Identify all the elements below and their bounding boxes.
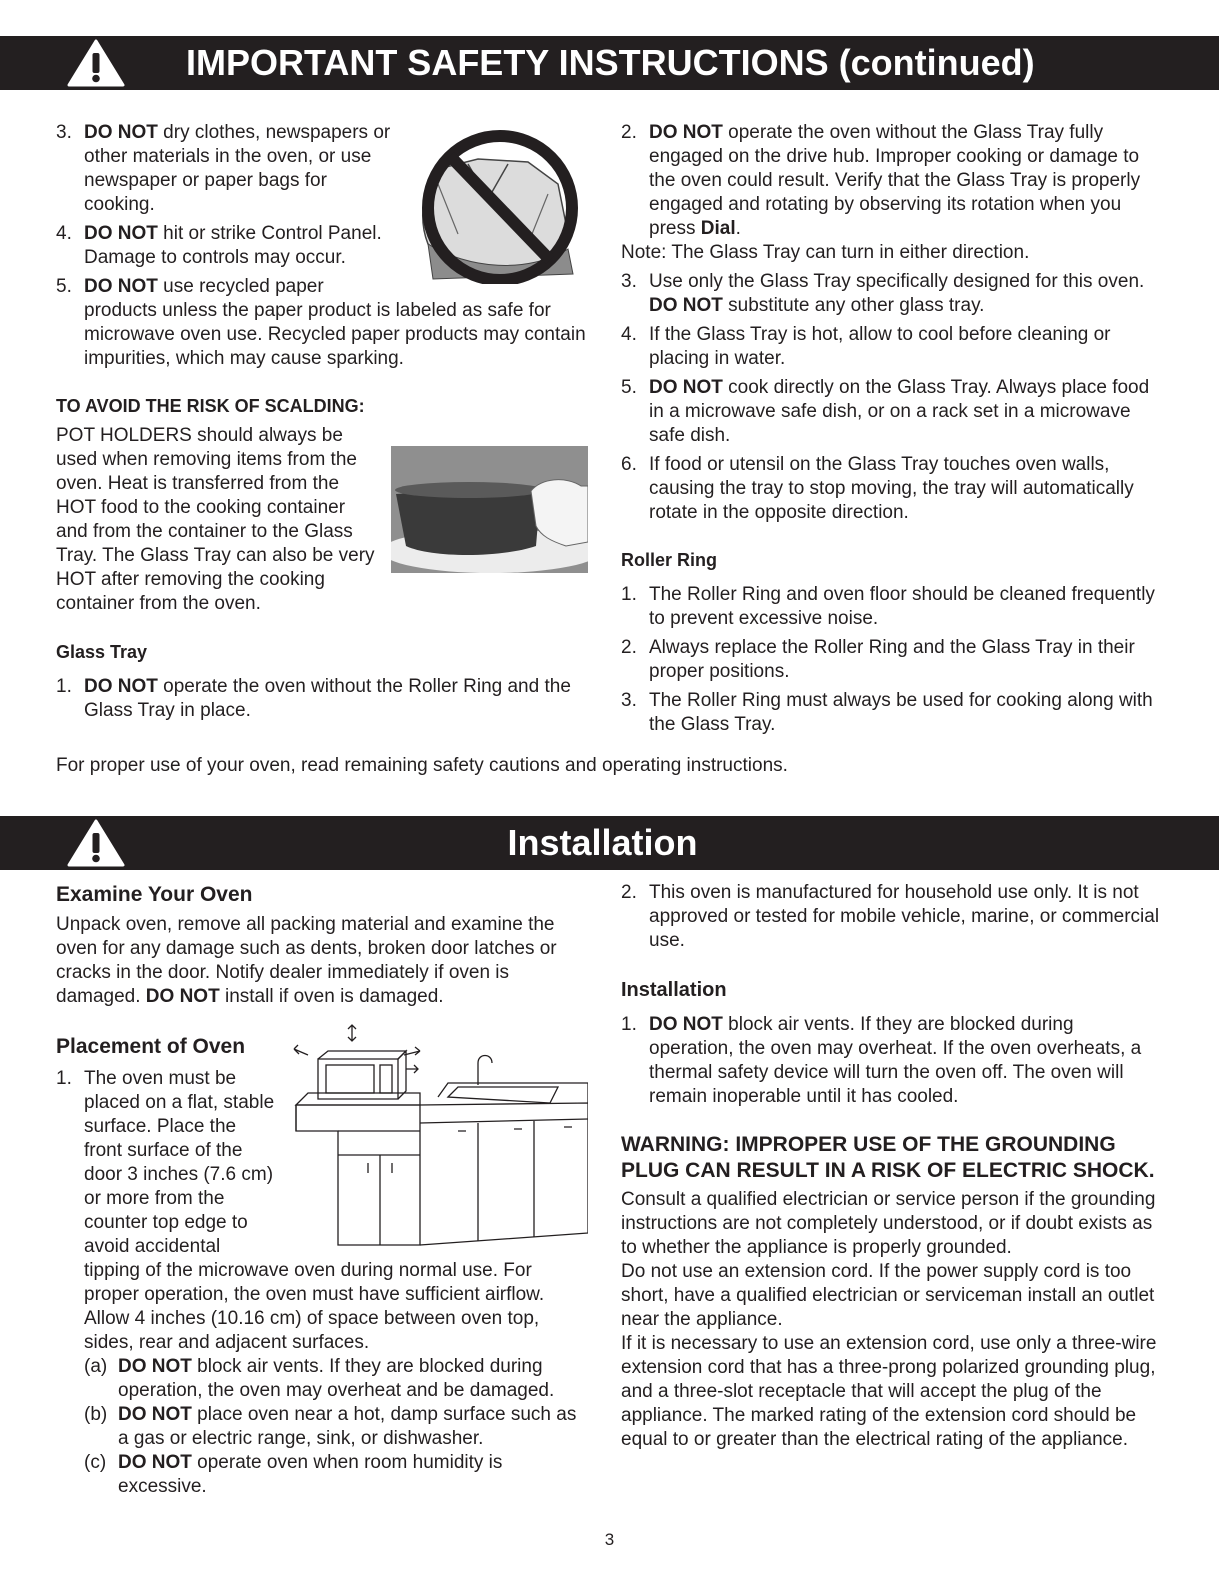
safety-left-column <box>56 121 588 723</box>
item-text: The oven must be placed on a flat, stable surface. Place the front surface of the door 3 inches (7.6 cm) or more from the counter top edge to avoid accidental tipping of the microwave oven during normal use. For proper operation, the oven must have sufficient airflow. Allow 4 inches (10.16 cm) of space between oven top, sides, rear and adjacent surfaces. <box>84 1068 545 1353</box>
item-text: use recycled paper products unless the paper product is labeled as safe for microwave oven use. Recycled paper products may contain impurities, which may cause sparking. <box>84 276 586 369</box>
do-not-label: DO NOT <box>84 223 158 244</box>
installation-banner <box>0 816 1219 870</box>
item-number: 1. <box>621 1014 637 1035</box>
grounding-warning-heading: WARNING: IMPROPER USE OF THE GROUNDING PLUG CAN RESULT IN A RISK OF ELECTRIC SHOCK. <box>621 1133 1155 1182</box>
item-number: 3. <box>621 271 637 292</box>
scalding-text: POT HOLDERS should always be used when removing items from the oven. Heat is transferred from the HOT food to the cooking container and from the container to the Glass Tray. The Glass Tray can also be very HOT after removing the cooking container from the oven. <box>56 425 375 614</box>
item-number: 2. <box>621 122 637 143</box>
list-item <box>621 689 1161 737</box>
install-left-column <box>56 881 588 1499</box>
pot-holder-figure <box>391 446 588 573</box>
do-not-label: DO NOT <box>649 1014 723 1035</box>
item-number: 4. <box>56 223 72 244</box>
placement-sub-list <box>84 1355 588 1499</box>
list-item <box>56 275 588 371</box>
do-not-label: DO NOT <box>118 1452 192 1473</box>
dial-label: Dial <box>700 218 736 239</box>
examine-body-end: install if oven is damaged. <box>219 986 444 1007</box>
item-text: operate the oven without the Glass Tray fully engaged on the drive hub. Improper cooking or damage to the oven could result. Verify that the Glass Tray is properly engaged and rotating by observing its rotation when you press <box>649 122 1141 239</box>
do-not-label: DO NOT <box>649 122 723 143</box>
item-text: If the Glass Tray is hot, allow to cool before cleaning or placing in water. <box>649 324 1111 369</box>
do-not-label: DO NOT <box>649 377 723 398</box>
item-number: 3. <box>56 122 72 143</box>
sub-list-item <box>84 1403 588 1451</box>
examine-heading: Examine Your Oven <box>56 883 253 906</box>
examine-text <box>56 913 588 1009</box>
do-not-label: DO NOT <box>118 1356 192 1377</box>
installation-list <box>621 1013 1161 1109</box>
list-item <box>621 453 1161 525</box>
glass-tray-list-2 <box>621 270 1161 525</box>
sub-list-item <box>84 1451 588 1499</box>
installation-heading: Installation <box>621 979 727 1001</box>
sub-list-item <box>84 1355 588 1403</box>
warning-triangle-icon <box>66 38 126 88</box>
item-text: Use only the Glass Tray specifically designed for this oven. <box>649 271 1145 292</box>
item-text: Always replace the Roller Ring and the Glass Tray in their proper positions. <box>649 637 1135 682</box>
item-text: If food or utensil on the Glass Tray touches oven walls, causing the tray to stop moving, the tray will automatically rotate in the opposite direction. <box>649 454 1134 523</box>
item-text: hit or strike Control Panel. Damage to controls may occur. <box>84 223 382 268</box>
list-item <box>621 1013 1161 1109</box>
roller-ring-heading: Roller Ring <box>621 550 718 570</box>
item-number: 2. <box>621 882 637 903</box>
item-number: 1. <box>621 584 637 605</box>
household-use-list <box>621 881 1161 953</box>
do-not-label: DO NOT <box>84 276 158 297</box>
safety-left-list <box>56 121 588 371</box>
item-text: dry clothes, newspapers or other materials in the oven, or use newspaper or paper bags for cooking. <box>84 122 391 215</box>
item-number: 3. <box>621 690 637 711</box>
grounding-paragraph-1: Consult a qualified electrician or service person if the grounding instructions are not completely understood, or if doubt exists as to whether the appliance is properly grounded. <box>621 1189 1156 1258</box>
list-item <box>621 270 1161 318</box>
item-text: cook directly on the Glass Tray. Always place food in a microwave safe dish, or on a rack set in a microwave safe dish. <box>649 377 1150 446</box>
item-number: (c) <box>84 1452 107 1473</box>
list-item <box>621 881 1161 953</box>
glass-tray-list <box>56 675 588 723</box>
item-number: 2. <box>621 637 637 658</box>
glass-tray-note: Note: The Glass Tray can turn in either direction. <box>621 242 1030 263</box>
list-item <box>56 121 588 217</box>
glass-tray-continued-list <box>621 121 1161 241</box>
scalding-section <box>56 424 588 616</box>
item-text: place oven near a hot, damp surface such as a gas or electric range, sink, or dishwasher. <box>118 1404 577 1449</box>
scalding-heading: TO AVOID THE RISK OF SCALDING: <box>56 396 365 416</box>
placement-section <box>56 1067 588 1499</box>
proper-use-note: For proper use of your oven, read remaining safety cautions and operating instructions. <box>56 755 788 776</box>
roller-ring-list <box>621 583 1161 737</box>
list-item <box>621 376 1161 448</box>
do-not-label: DO NOT <box>118 1404 192 1425</box>
item-number: (a) <box>84 1356 108 1377</box>
safety-banner <box>0 36 1219 90</box>
list-item <box>56 1067 588 1499</box>
punctuation: . <box>735 218 741 239</box>
list-item <box>621 583 1161 631</box>
banner-title: IMPORTANT SAFETY INSTRUCTIONS (continued) <box>186 42 1035 83</box>
item-text: block air vents. If they are blocked during operation, the oven may overheat. If the oven overheats, a thermal safety device will turn the oven off. The oven will remain inoperable until it has cooled. <box>649 1014 1142 1107</box>
item-text-end: substitute any other glass tray. <box>722 295 985 316</box>
item-text: operate oven when room humidity is excessive. <box>118 1452 503 1497</box>
glass-tray-heading: Glass Tray <box>56 642 148 662</box>
safety-right-column <box>621 121 1161 737</box>
item-text: operate the oven without the Roller Ring and the Glass Tray in place. <box>84 676 571 721</box>
grounding-paragraph-3: If it is necessary to use an extension cord, use only a three-wire extension cord that has a three-prong polarized grounding plug, and a three-slot receptacle that will accept the plug of the appliance. The marked rating of the extension cord should be equal to or greater than the electrical rating of the appliance. <box>621 1333 1157 1450</box>
item-number: (b) <box>84 1404 108 1425</box>
list-item <box>621 121 1161 241</box>
do-not-label: DO NOT <box>145 986 220 1007</box>
item-text: block air vents. If they are blocked during operation, the oven may overheat and be damaged. <box>118 1356 555 1401</box>
banner-title: Installation <box>507 822 698 863</box>
list-item <box>56 675 588 723</box>
list-item <box>621 636 1161 684</box>
do-not-label: DO NOT <box>84 122 158 143</box>
do-not-label: DO NOT <box>84 676 158 697</box>
item-number: 1. <box>56 676 72 697</box>
grounding-paragraph-2: Do not use an extension cord. If the power supply cord is too short, have a qualified electrician or serviceman install an outlet near the appliance. <box>621 1261 1155 1330</box>
item-text: The Roller Ring must always be used for cooking along with the Glass Tray. <box>649 690 1153 735</box>
list-item <box>56 222 588 270</box>
item-number: 1. <box>56 1068 72 1089</box>
do-not-label: DO NOT <box>649 295 723 316</box>
examine-body: Unpack oven, remove all packing material and examine the oven for any damage such as dents, broken door latches or cracks in the door. Notify dealer immediately if oven is damaged. <box>56 914 557 1007</box>
item-number: 5. <box>56 276 72 297</box>
placement-heading: Placement of Oven <box>56 1035 246 1058</box>
list-item <box>621 323 1161 371</box>
item-number: 5. <box>621 377 637 398</box>
item-text: This oven is manufactured for household use only. It is not approved or tested for mobile vehicle, marine, or commercial use. <box>649 882 1160 951</box>
item-number: 6. <box>621 454 637 475</box>
item-text: The Roller Ring and oven floor should be cleaned frequently to prevent excessive noise. <box>649 584 1155 629</box>
page-number: 3 <box>604 1530 615 1549</box>
install-right-column <box>621 881 1161 1452</box>
placement-list <box>56 1067 588 1499</box>
item-number: 4. <box>621 324 637 345</box>
